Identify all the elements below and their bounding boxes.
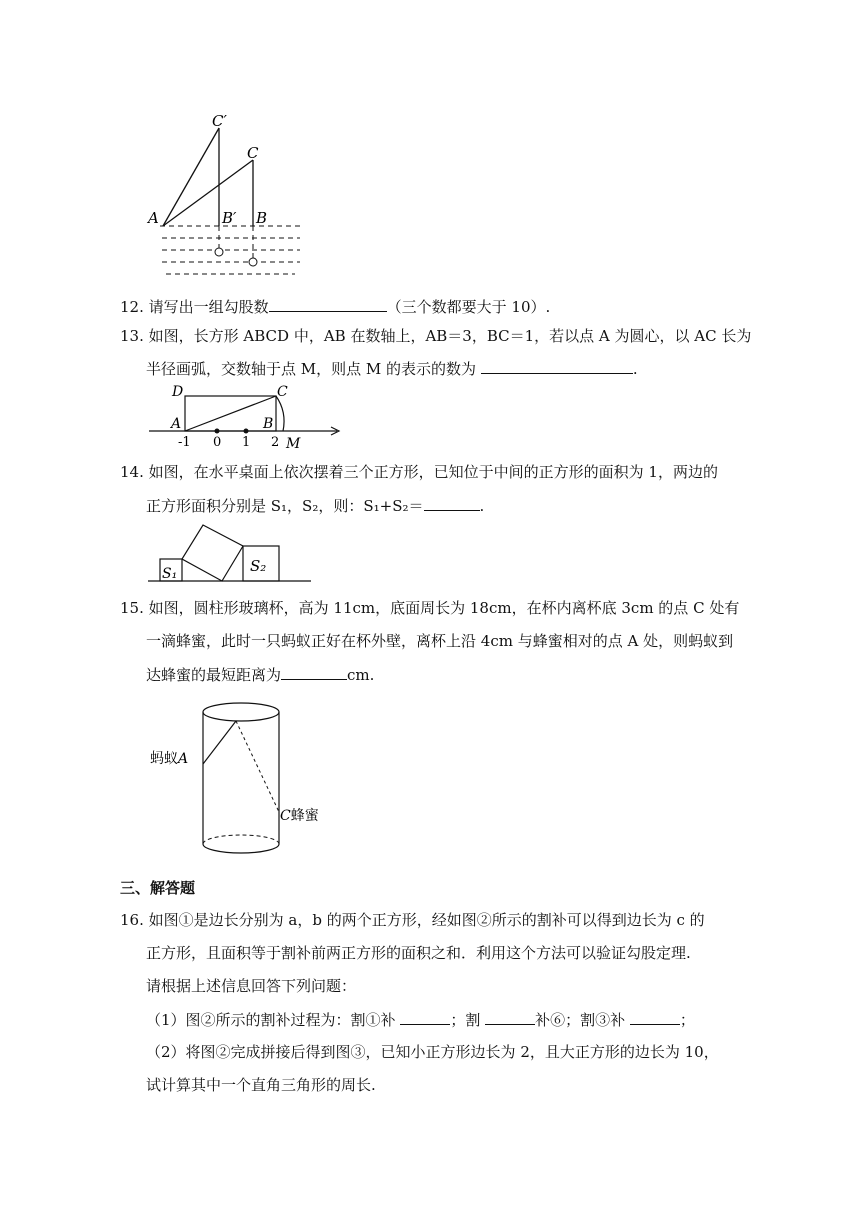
question-number: 16.: [120, 911, 144, 929]
answer-blank[interactable]: [281, 664, 347, 680]
question-text: 试计算其中一个直角三角形的周长.: [146, 1076, 376, 1094]
tick-label: 0: [213, 435, 222, 450]
question-text: （2）将图②完成拼接后得到图③，已知小正方形边长为 2，且大正方形的边长为 10，: [146, 1043, 719, 1061]
question-number: 14.: [120, 463, 144, 481]
label-s1: S₁: [162, 566, 178, 582]
question-text: 正方形面积分别是 S₁，S₂，则：S₁+S₂＝: [146, 497, 424, 515]
question-text: ；割: [450, 1011, 481, 1029]
label-a: A: [171, 416, 182, 432]
label-c: C: [247, 144, 259, 162]
honey-text: 蜂蜜: [290, 808, 319, 824]
label-b: B: [256, 209, 268, 227]
question-13-line-2: [146, 358, 638, 379]
question-text: 达蜂蜜的最短距离为: [146, 666, 282, 684]
question-14-line-2: [146, 495, 484, 516]
question-16-line-1: [120, 910, 705, 930]
question-16-part-2-line-1: [146, 1042, 719, 1062]
point-a: A: [178, 751, 189, 767]
question-15-line-3: [146, 664, 374, 685]
answer-blank[interactable]: [269, 296, 387, 312]
question-text: 半径画弧，交数轴于点 M，则点 M 的表示的数为: [146, 360, 477, 378]
question-number: 13.: [120, 327, 144, 345]
answer-blank[interactable]: [424, 495, 480, 511]
question-number: 15.: [120, 599, 144, 617]
question-text: .: [632, 360, 638, 378]
question-text: 如图①是边长分别为 a，b 的两个正方形，经如图②所示的割补可以得到边长为 c 的: [148, 911, 705, 929]
question-15-line-1: [120, 598, 739, 618]
label-honey: [280, 808, 319, 824]
label-b-prime: B′: [222, 209, 237, 227]
question-text: .: [479, 497, 485, 515]
answer-blank[interactable]: [481, 358, 633, 374]
label-c-prime: C′: [212, 112, 227, 130]
tick-label: 1: [242, 435, 251, 450]
question-text: （1）图②所示的割补过程为：割①补: [146, 1011, 396, 1029]
figure-q13: [145, 384, 350, 452]
label-m: M: [286, 436, 301, 452]
point-c: C: [280, 808, 291, 824]
figure-q14: [148, 518, 313, 586]
question-16-line-3: [146, 976, 356, 996]
question-text: （三个数都要大于 10）.: [386, 298, 551, 316]
question-text: 如图，在水平桌面上依次摆着三个正方形，已知位于中间的正方形的面积为 1，两边的: [148, 463, 718, 481]
question-text: 如图，长方形 ABCD 中，AB 在数轴上，AB＝3，BC＝1，若以点 A 为圆心，以 AC 长为: [148, 327, 752, 345]
tick-label: -1: [178, 435, 191, 450]
figure-q15: [145, 696, 340, 866]
question-text: 一滴蜂蜜，此时一只蚂蚁正好在杯外壁，离杯上沿 4cm 与蜂蜜相对的点 A 处，则蚂蚁到: [146, 632, 734, 650]
label-c: C: [277, 384, 288, 400]
question-number: 12.: [120, 298, 144, 316]
question-16-part-2-line-2: [146, 1075, 376, 1095]
question-15-line-2: [146, 631, 733, 651]
label-b: B: [263, 416, 274, 432]
question-text: ；: [679, 1011, 695, 1029]
answer-blank[interactable]: [485, 1009, 535, 1025]
question-text: 请根据上述信息回答下列问题：: [146, 977, 357, 995]
question-16-part-1: [146, 1009, 695, 1030]
figure-q11: [140, 108, 320, 278]
answer-blank[interactable]: [400, 1009, 450, 1025]
label-s2: S₂: [250, 557, 267, 575]
label-ant: [150, 750, 188, 767]
question-text: cm.: [347, 666, 375, 684]
question-14-line-1: [120, 462, 718, 482]
question-13-line-1: [120, 326, 751, 346]
section-title: 三、解答题: [120, 879, 196, 897]
answer-blank[interactable]: [630, 1009, 680, 1025]
question-16-line-2: [146, 943, 691, 963]
question-text: 正方形，且面积等于割补前两正方形的面积之和．利用这个方法可以验证勾股定理.: [146, 944, 691, 962]
label-a: A: [148, 209, 159, 227]
question-text: 如图，圆柱形玻璃杯，高为 11cm，底面周长为 18cm，在杯内离杯底 3cm 的点 C 处有: [148, 599, 740, 617]
question-text: 补⑥；割③补: [535, 1011, 626, 1029]
ant-text: 蚂蚁: [150, 751, 178, 767]
question-12: [120, 296, 550, 317]
tick-label: 2: [271, 435, 280, 450]
label-d: D: [172, 384, 184, 400]
question-text: 请写出一组勾股数: [148, 298, 269, 316]
